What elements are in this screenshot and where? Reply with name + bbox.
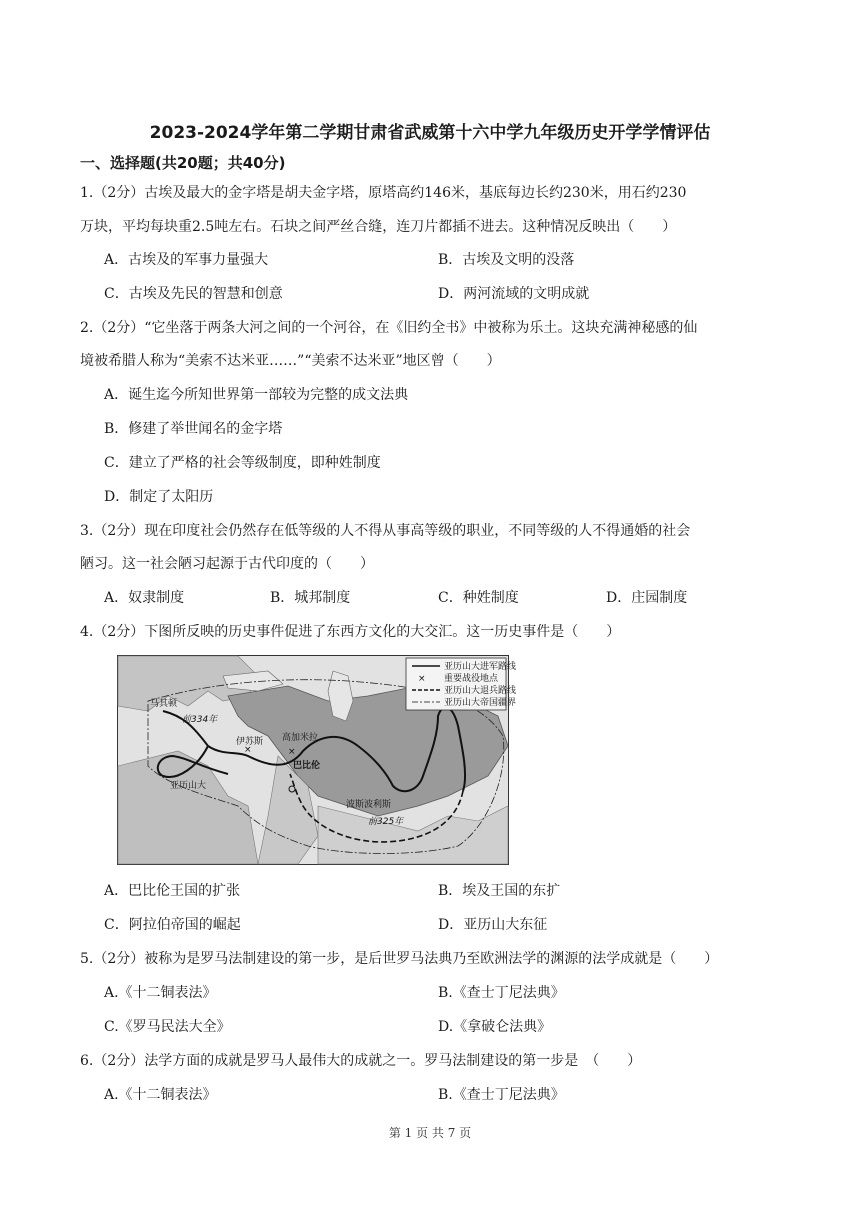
q6-option-b[interactable]: B.《查士丁尼法典》 [438,1087,565,1103]
q4-option-d[interactable]: D．亚历山大东征 [438,917,548,933]
label-year-start: 前334年 [182,715,218,725]
q3-option-c[interactable]: C．种姓制度 [438,590,519,606]
q1-stem-line2: 万块，平均每块重2.5吨左右。石块之间严丝合缝，连刀片都插不进去。这种情况反映出（ ） [80,219,677,235]
q5-stem-line1: 5.（2分）被称为是罗马法制建设的第一步，是后世罗马法典乃至欧洲法学的渊源的法学成就是（ ） [80,951,719,967]
q1-option-b[interactable]: B．古埃及文明的没落 [438,252,575,268]
label-issus: 伊苏斯 [236,737,264,747]
q2-option-d[interactable]: D．制定了太阳历 [104,489,214,505]
q2-stem-line1: 2.（2分）“它坐落于两条大河之间的一个河谷，在《旧约全书》中被称为乐土。这块充满神秘感的仙 [80,320,698,336]
q1-stem-line1: 1.（2分）古埃及最大的金字塔是胡夫金字塔，原塔高约146米，基底每边长约230米，用石约230 [80,185,687,201]
label-alexandria: 亚历山大 [170,781,207,791]
svg-text:×: × [288,747,296,757]
q3-option-d[interactable]: D．庄园制度 [606,590,688,606]
q3-stem-line2: 陋习。这一社会陋习起源于古代印度的（ ） [80,556,374,572]
svg-text:×: × [418,674,426,684]
q4-option-c[interactable]: C．阿拉伯帝国的崛起 [104,917,241,933]
q4-stem-line1: 4.（2分）下图所反映的历史事件促进了东西方文化的大交汇。这一历史事件是（ ） [80,624,621,640]
q6-option-a[interactable]: A.《十二铜表法》 [104,1087,217,1103]
q3-option-a[interactable]: A．奴隶制度 [104,590,185,606]
label-gaugamela: 高加米拉 [282,733,319,743]
section-heading: 一、选择题(共20题；共40分) [80,154,286,172]
legend-battle: 重要战役地点 [444,674,499,684]
legend-retreat: 亚历山大退兵路线 [444,686,517,696]
q4-option-a[interactable]: A．巴比伦王国的扩张 [104,883,241,899]
q2-stem-line2: 境被希腊人称为“美索不达米亚……”“美索不达米亚”地区曾（ ） [80,353,501,369]
q5-option-a[interactable]: A.《十二铜表法》 [104,985,217,1001]
label-babylon: 巴比伦 [293,761,321,771]
q5-option-c[interactable]: C.《罗马民法大全》 [104,1019,231,1035]
q2-option-b[interactable]: B．修建了举世闻名的金字塔 [104,421,283,437]
map-graphic [118,656,517,864]
legend-border: 亚历山大帝国疆界 [444,698,517,708]
q2-option-a[interactable]: A．诞生迄今所知世界第一部较为完整的成文法典 [104,387,409,403]
q1-option-a[interactable]: A．古埃及的军事力量强大 [104,252,269,268]
q2-option-c[interactable]: C．建立了严格的社会等级制度，即种姓制度 [104,455,381,471]
legend-advance: 亚历山大进军路线 [444,662,517,672]
q4-option-b[interactable]: B．埃及王国的东扩 [438,883,561,899]
q3-option-b[interactable]: B．城邦制度 [270,590,351,606]
q5-option-b[interactable]: B.《查士丁尼法典》 [438,985,565,1001]
alexander-campaign-map [117,655,517,865]
q6-stem-line1: 6.（2分）法学方面的成就是罗马人最伟大的成就之一。罗马法制建设的第一步是 （ ） [80,1053,642,1069]
q5-option-d[interactable]: D.《拿破仑法典》 [438,1019,552,1035]
page-title: 2023-2024学年第二学期甘肃省武威第十六中学九年级历史开学学情评估 [149,123,711,143]
q1-option-d[interactable]: D．两河流域的文明成就 [438,286,590,302]
page-footer: 第 1 页 共 7 页 [388,1126,472,1140]
label-year-end: 前325年 [368,817,404,827]
q3-stem-line1: 3.（2分）现在印度社会仍然存在低等级的人不得从事高等级的职业，不同等级的人不得通婚的社会 [80,523,691,539]
q1-option-c[interactable]: C．古埃及先民的智慧和创意 [104,286,283,302]
label-persepolis: 波斯波利斯 [346,800,392,810]
label-macedonia: 马其顿 [150,699,178,709]
svg-text:×: × [244,745,252,755]
